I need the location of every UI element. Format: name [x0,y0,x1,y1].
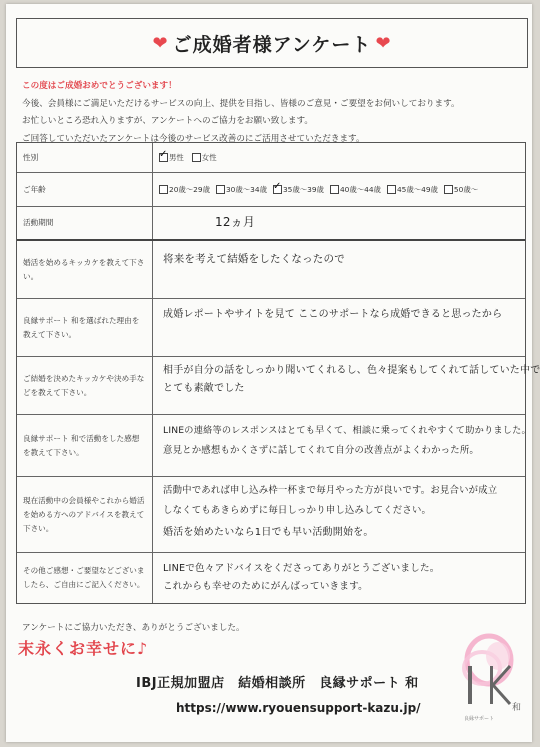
question-label: ご結婚を決めたキッカケや決め手などを教えて下さい。 [17,357,153,414]
answer-line: とても素敵でした [163,383,245,394]
answer-line: 婚活を始めたいなら1日でも早い活動開始を。 [163,527,374,538]
age-row [17,173,525,207]
question-row [17,241,525,299]
age-option[interactable]: ✓ 35歳～39歳 [273,184,324,195]
logo-caption: 良縁サポート [464,716,495,722]
age-option[interactable]: 40歳～44歳 [330,184,381,195]
question-row [17,357,540,415]
title-box [16,18,528,68]
checkbox[interactable] [192,153,201,162]
answer-line: 意見とか感想もかくさずに話してくれて自分の改善点がよくわかった所。 [163,445,479,456]
answer-line: これからも幸せのためにがんばっていきます。 [163,581,368,592]
gender-label: 性別 [17,143,153,172]
answer-line: 成婚レポートやサイトを見て ここのサポートなら成婚できると思ったから [163,309,503,320]
period-answer: 12ヵ月 [215,215,256,229]
intro-line-3: ご回答していただいたアンケートは今後のサービス改善のにご活用させていただきます。 [22,133,365,144]
answer-line: 活動中であれば申し込み枠一杯まで毎月やった方が良いです。お見合いが成立 [163,485,498,496]
checkbox[interactable] [216,185,225,194]
intro-text [22,78,522,148]
question-label: 現在活動中の会員様やこれから婚活を始める方へのアドバイスを教えて下さい。 [17,477,153,552]
question-label: その他ご感想・ご要望などございましたら、ご自由にご記入ください。 [17,553,153,603]
age-options [159,173,521,206]
company-logo [454,630,524,725]
period-label: 活動期間 [17,207,153,239]
question-row [17,553,525,603]
answer-line: LINEの連絡等のレスポンスはとても早くて、相談に乗ってくれやすくて助かりました。 [163,425,531,436]
age-option[interactable]: 20歳～29歳 [159,184,210,195]
gender-options [159,143,521,172]
checkbox[interactable] [273,185,282,194]
age-option[interactable]: 50歳～ [444,184,478,195]
intro-line-1: 今後、会員様にご満足いただけるサービスの向上、提供を目指し、皆様のご意見・ご要望をお伺いしております。 [22,98,460,109]
checkbox[interactable] [444,185,453,194]
question-row [17,415,531,477]
question-row [17,477,525,553]
footer-url[interactable]: https://www.ryouensupport-kazu.jp/ [176,701,421,715]
question-label: 婚活を始めるキッカケを教えて下さい。 [17,241,153,298]
questionnaire-sheet [6,4,540,742]
logo-kanji: 和 [512,703,522,713]
question-label: 良縁サポート 和を選ばれた理由を教えて下さい。 [17,299,153,356]
answer-line: 将来を考えて結婚をしたくなったので [163,253,345,265]
page-title: ご成婚者様アンケート [172,33,372,56]
checkbox[interactable] [159,153,168,162]
thanks-text: アンケートにご協力いただき、ありがとうございました。 [22,623,245,633]
heart-icon: ❤ [152,32,169,54]
question-row [17,299,525,357]
gender-option[interactable]: 女性 [192,152,217,163]
survey-table [16,142,540,604]
age-option[interactable]: 30歳～34歳 [216,184,267,195]
wish-text: 末永くお幸せに♪ [18,639,149,658]
age-option[interactable]: 45歳～49歳 [387,184,438,195]
question-label: 良縁サポート 和で活動をした感想を教えて下さい。 [17,415,153,476]
answer-line: LINEで色々アドバイスをくださってありがとうございました。 [163,563,440,574]
checkbox[interactable] [330,185,339,194]
heart-icon: ❤ [375,32,392,54]
answer-line: 相手が自分の話をしっかり聞いてくれるし、色々提案もしてくれて話していた中で [163,365,540,376]
period-row [17,207,525,241]
congrats-text: この度はご成婚おめでとうございます！ [22,81,177,91]
gender-row [17,143,525,173]
answer-line: しなくてもあきらめずに毎日しっかり申し込みしてください。 [163,505,432,516]
checkbox[interactable] [159,185,168,194]
gender-option[interactable]: ✓ 男性 [159,152,184,163]
intro-line-2: お忙しいところ恐れ入りますが、アンケートへのご協力をお願い致します。 [22,116,313,126]
checkbox[interactable] [387,185,396,194]
age-label: ご年齢 [17,173,153,206]
footer-company: IBJ正規加盟店 結婚相談所 良縁サポート 和 [136,676,419,691]
